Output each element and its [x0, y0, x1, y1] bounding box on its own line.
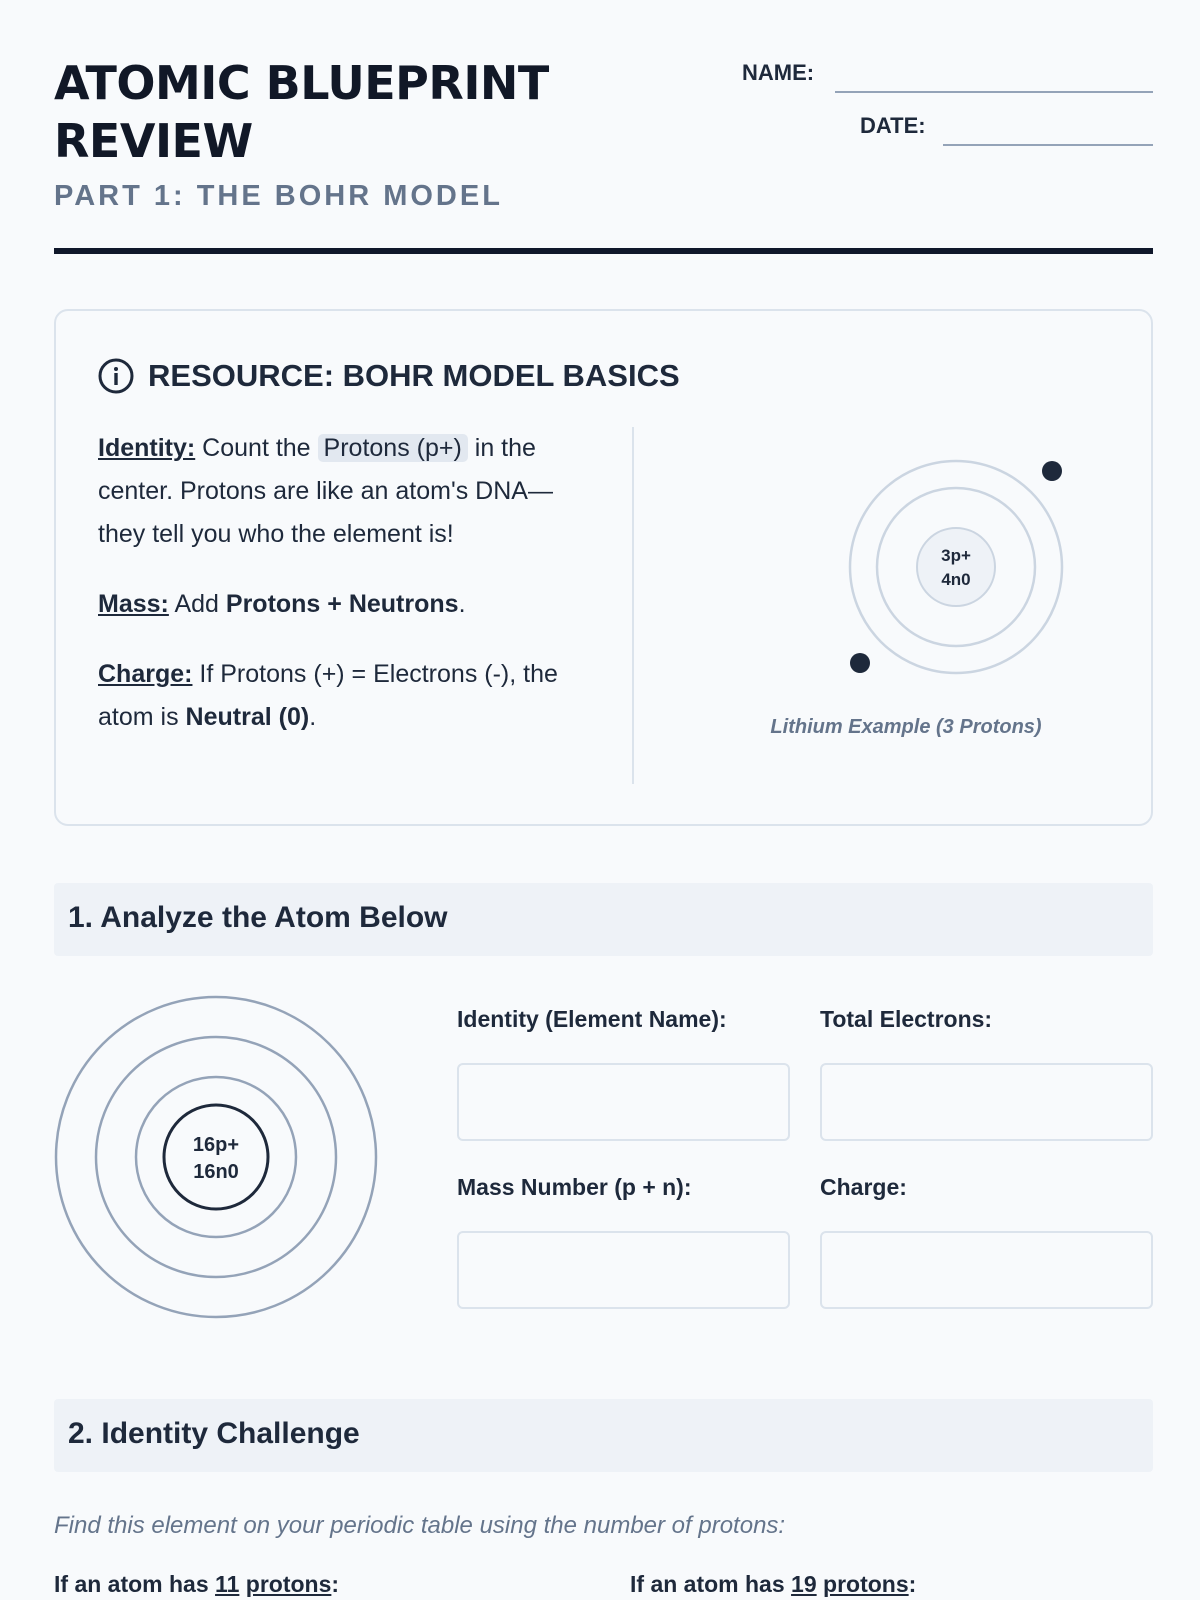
date-field[interactable] — [943, 144, 1153, 146]
identity-term: Identity: — [98, 434, 196, 462]
identity-post: in the center. Protons are like an atom's DNA—they tell you who the element is! — [98, 434, 553, 548]
q2-unit: protons — [823, 1571, 909, 1597]
info-icon — [98, 358, 134, 394]
charge-bold: Neutral (0) — [185, 703, 310, 731]
mass-term: Mass: — [98, 590, 169, 618]
lithium-bohr-diagram — [776, 451, 1096, 711]
name-label: NAME: — [742, 60, 815, 85]
identity-pre: Count the — [202, 434, 311, 462]
section-1-title: 1. Analyze the Atom Below — [68, 901, 448, 934]
electron — [850, 653, 870, 673]
date-label: DATE: — [860, 113, 926, 138]
header-divider — [54, 248, 1153, 254]
charge-pre: If Protons (+) = Electrons (-), the atom is — [98, 660, 558, 731]
identity-label: Identity (Element Name): — [457, 1006, 727, 1032]
nucleus — [917, 528, 995, 606]
identity-rule — [98, 427, 578, 556]
charge-label: Charge: — [820, 1174, 907, 1200]
orbit-3 — [56, 997, 376, 1317]
nucleus — [164, 1105, 268, 1209]
orbit-1 — [136, 1077, 296, 1237]
charge-post: . — [309, 703, 317, 731]
electrons-answer-box[interactable] — [820, 1063, 1153, 1141]
challenge-question-2 — [630, 1571, 916, 1598]
q1-count: 11 — [215, 1571, 240, 1597]
challenge-question-1 — [54, 1571, 339, 1598]
resource-text — [98, 427, 578, 766]
mass-bold: Protons + Neutrons — [225, 590, 459, 618]
mass-post: . — [458, 590, 466, 618]
section-2-title: 2. Identity Challenge — [68, 1417, 360, 1450]
orbit-2 — [96, 1037, 336, 1277]
sulfur-bohr-diagram — [54, 995, 379, 1320]
charge-term: Charge: — [98, 660, 193, 688]
nucleus-protons: 3p+ — [941, 546, 971, 565]
electron — [1042, 461, 1062, 481]
resource-panel — [54, 309, 1153, 826]
resource-divider — [632, 427, 634, 784]
lithium-caption: Lithium Example (3 Protons) — [770, 716, 1042, 738]
section-2-header — [54, 1399, 1153, 1472]
protons-highlight: Protons (p+) — [318, 434, 468, 462]
page-title: ATOMIC BLUEPRINT REVIEW — [54, 56, 549, 168]
q2-count: 19 — [791, 1571, 817, 1597]
page-subtitle: PART 1: THE BOHR MODEL — [54, 180, 503, 212]
section-1-header — [54, 883, 1153, 956]
q2-post: : — [908, 1571, 917, 1597]
nucleus-neutrons: 16n0 — [193, 1161, 239, 1183]
challenge-instruction: Find this element on your periodic table using the number of protons: — [54, 1512, 786, 1539]
q2-pre: If an atom has — [630, 1571, 785, 1597]
electrons-label: Total Electrons: — [820, 1006, 993, 1032]
q1-pre: If an atom has — [54, 1571, 209, 1597]
q1-post: : — [331, 1571, 340, 1597]
mass-label: Mass Number (p + n): — [457, 1174, 692, 1200]
mass-pre: Add — [174, 590, 219, 618]
mass-rule — [98, 583, 578, 626]
resource-heading — [98, 358, 680, 394]
nucleus-neutrons: 4n0 — [941, 570, 971, 589]
nucleus-protons: 16p+ — [192, 1134, 240, 1156]
mass-answer-box[interactable] — [457, 1231, 790, 1309]
charge-answer-box[interactable] — [820, 1231, 1153, 1309]
name-field[interactable] — [835, 91, 1153, 93]
charge-rule — [98, 653, 578, 739]
resource-heading-text: RESOURCE: BOHR MODEL BASICS — [148, 358, 680, 393]
q1-unit: protons — [245, 1571, 332, 1597]
identity-answer-box[interactable] — [457, 1063, 790, 1141]
